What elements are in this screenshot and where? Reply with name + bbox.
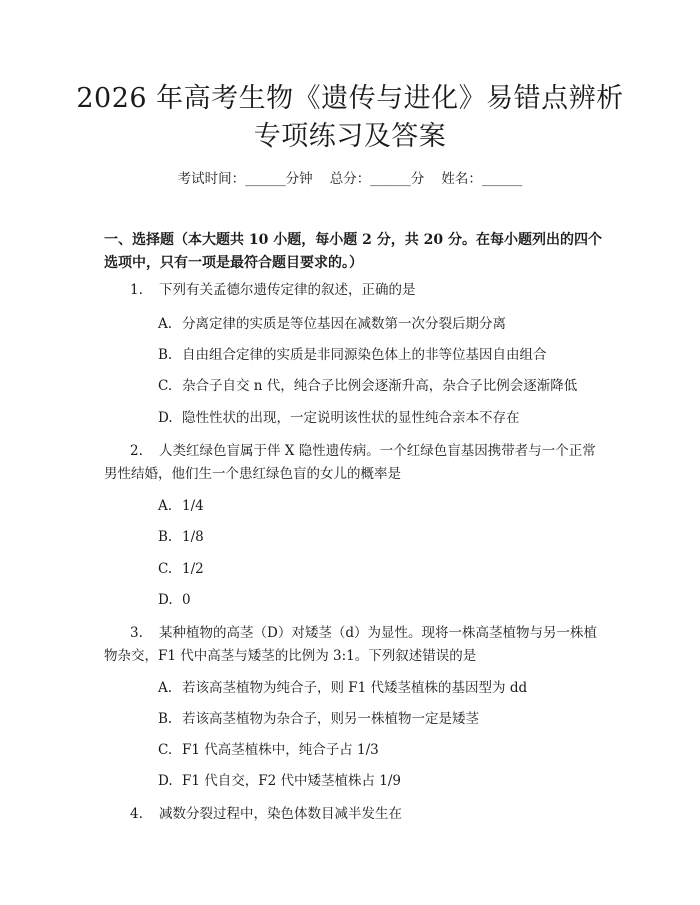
question-text: 人类红绿色盲属于伴 X 隐性遗传病。一个红绿色盲基因携带者与一个正常男性结婚，他们生一个患红绿色盲的女儿的概率是 — [104, 443, 596, 482]
exam-info: 考试时间：______分钟 总分：______分 姓名：______ — [177, 171, 523, 187]
question-1-option-c: C. 杂合子自交 n 代，纯合子比例会逐渐升高，杂合子比例会逐渐降低 — [158, 378, 578, 394]
section-heading: 一、选择题（本大题共 10 小题，每小题 2 分，共 20 分。在每小题列出的四个选项中，只有一项是最符合题目要求的。） — [104, 232, 602, 271]
question-2-stem — [104, 440, 604, 486]
question-number: 1. — [130, 282, 143, 298]
question-4-stem — [104, 803, 604, 826]
question-3-option-d: D. F1 代自交，F2 代中矮茎植株占 1/9 — [158, 773, 402, 789]
question-3-option-c: C. F1 代高茎植株中，纯合子占 1/3 — [158, 742, 379, 758]
title-line-2: 专项练习及答案 — [253, 121, 447, 152]
title-line-1: 2026 年高考生物《遗传与进化》易错点辨析 — [76, 83, 624, 114]
question-1-option-d: D. 隐性性状的出现，一定说明该性状的显性纯合亲本不存在 — [158, 410, 520, 426]
question-3-option-b: B. 若该高茎植物为杂合子，则另一株植物一定是矮茎 — [158, 711, 479, 727]
question-2-option-a: A. 1/4 — [158, 498, 204, 514]
question-number: 4. — [130, 806, 143, 822]
question-number: 3. — [130, 625, 143, 641]
question-2-option-d: D. 0 — [158, 592, 191, 608]
question-text: 减数分裂过程中，染色体数目减半发生在 — [159, 806, 402, 822]
question-1-option-b: B. 自由组合定律的实质是非同源染色体上的非等位基因自由组合 — [158, 347, 547, 363]
question-number: 2. — [130, 443, 143, 459]
question-3-stem — [104, 622, 604, 668]
question-text: 某种植物的高茎（D）对矮茎（d）为显性。现将一株高茎植物与另一株植物杂交，F1 代中高茎与矮茎的比例为 3:1。下列叙述错误的是 — [104, 625, 597, 664]
question-1-stem — [104, 279, 604, 302]
question-text: 下列有关孟德尔遗传定律的叙述，正确的是 — [159, 282, 416, 298]
question-2-option-c: C. 1/2 — [158, 561, 204, 577]
question-2-option-b: B. 1/8 — [158, 529, 204, 545]
question-1-option-a: A. 分离定律的实质是等位基因在减数第一次分裂后期分离 — [158, 316, 506, 332]
question-3-option-a: A. 若该高茎植物为纯合子，则 F1 代矮茎植株的基因型为 dd — [158, 680, 528, 696]
